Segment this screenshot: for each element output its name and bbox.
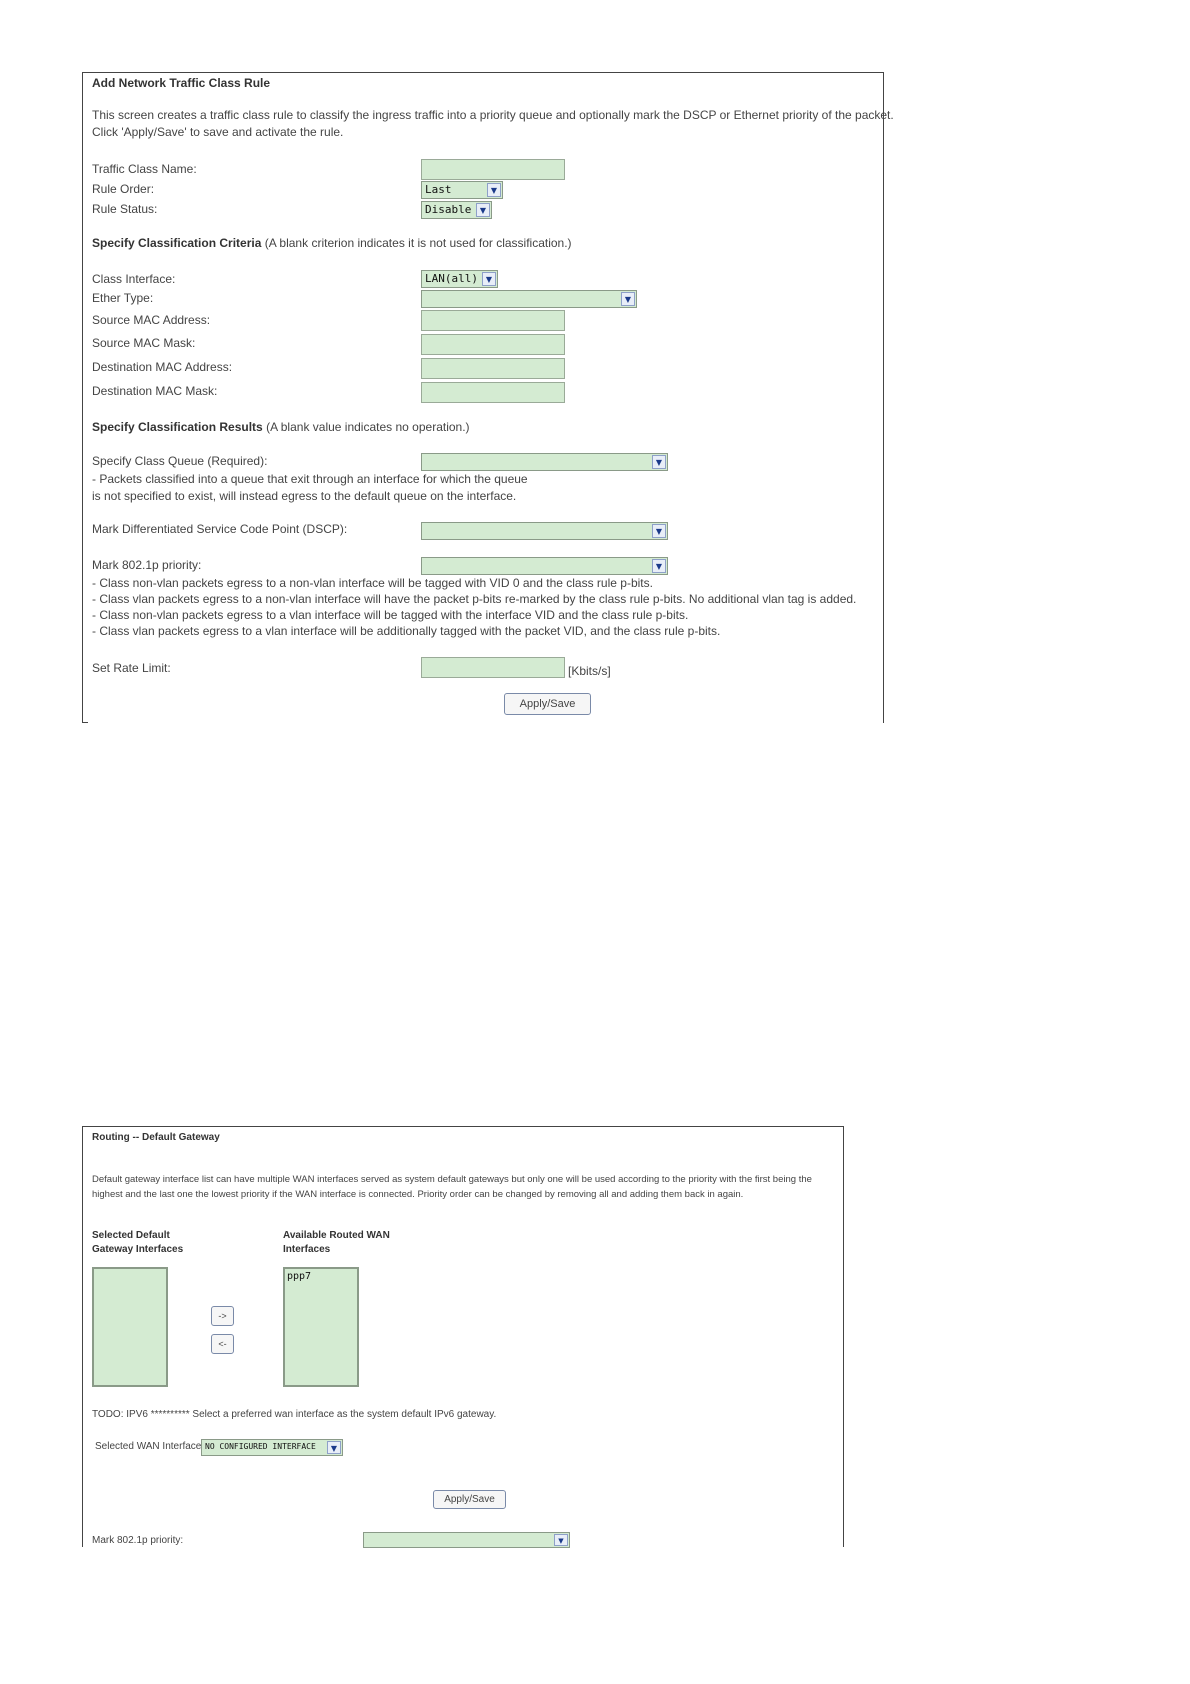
chevron-down-icon[interactable]: ▼: [327, 1441, 341, 1454]
destination-mac-label: Destination MAC Address:: [92, 360, 233, 374]
chevron-down-icon[interactable]: ▼: [652, 524, 666, 538]
class-queue-select[interactable]: [421, 453, 668, 471]
traffic-class-rule-panel: [82, 72, 894, 723]
source-mask-input[interactable]: [421, 334, 565, 355]
class-name-label: Traffic Class Name:: [92, 162, 197, 176]
dscp-label: Mark Differentiated Service Code Point (DSCP):: [92, 522, 348, 536]
selected-gateways-heading-line2: Gateway Interfaces: [92, 1244, 184, 1255]
list-item[interactable]: ppp7: [287, 1271, 312, 1282]
ether-type-label: Ether Type:: [92, 291, 154, 305]
selected-gateways-listbox[interactable]: [92, 1267, 168, 1387]
apply-save-button[interactable]: Apply/Save: [504, 693, 591, 715]
rule-order-label: Rule Order:: [92, 182, 155, 196]
results-heading: [92, 420, 470, 434]
default-gateway-panel: [82, 1126, 844, 1547]
destination-mask-input[interactable]: [421, 382, 565, 403]
gateway-title: Routing -- Default Gateway: [92, 1132, 220, 1143]
criteria-heading: [92, 236, 572, 250]
class-interface-value: LAN(all): [425, 272, 478, 285]
class-queue-note-line2: is not specified to exist, will instead egress to the default queue on the interface.: [92, 489, 517, 503]
intro-text-line2: Click 'Apply/Save' to save and activate the rule.: [92, 125, 344, 139]
destination-mac-input[interactable]: [421, 358, 565, 379]
gateway-intro-line1: Default gateway interface list can have multiple WAN interfaces served as system default gateways but only one will be used according to the priority with the first being the: [92, 1174, 812, 1185]
gateway-p8021-label: Mark 802.1p priority:: [92, 1535, 184, 1546]
class-interface-label: Class Interface:: [92, 272, 176, 286]
wan-interface-label: Selected WAN Interface: [95, 1441, 202, 1452]
available-interfaces-heading-line1: Available Routed WAN: [283, 1230, 390, 1241]
gateway-p8021-select[interactable]: [363, 1532, 570, 1548]
destination-mask-label: Destination MAC Mask:: [92, 384, 218, 398]
gateway-apply-save-button[interactable]: Apply/Save: [433, 1490, 506, 1509]
source-mac-label: Source MAC Address:: [92, 313, 211, 327]
rule-status-value: Disable: [425, 203, 472, 216]
class-interface-select[interactable]: [421, 270, 498, 288]
selected-gateways-heading-line1: Selected Default: [92, 1230, 170, 1241]
criteria-heading-title: Specify Classification Criteria: [92, 236, 262, 250]
class-name-input[interactable]: [421, 159, 565, 180]
p8021-note: - Class vlan packets egress to a non-vlan interface will have the packet p-bits re-marked by the class rule p-bits. No additional vlan tag is added.: [92, 592, 857, 606]
results-heading-title: Specify Classification Results: [92, 420, 263, 434]
ether-type-select[interactable]: [421, 290, 637, 308]
rule-status-select[interactable]: [421, 201, 492, 219]
selected-gateways-heading: [92, 1230, 183, 1255]
chevron-down-icon[interactable]: ▼: [476, 203, 490, 217]
available-interfaces-listbox[interactable]: [283, 1267, 359, 1387]
p8021-note: - Class non-vlan packets egress to a non-vlan interface will be tagged with VID 0 and the class rule p-bits.: [92, 576, 653, 590]
class-queue-label: Specify Class Queue (Required):: [92, 454, 268, 468]
chevron-down-icon[interactable]: ▼: [652, 559, 666, 573]
criteria-heading-note: (A blank criterion indicates it is not used for classification.): [264, 236, 572, 250]
class-queue-note-line1: - Packets classified into a queue that exit through an interface for which the queue: [92, 472, 528, 486]
gateway-intro-line2: highest and the last one the lowest priority if the WAN interface is connected. Priority order can be changed by removing all and adding them back in again.: [92, 1189, 744, 1200]
wan-interface-select[interactable]: [201, 1439, 343, 1456]
p8021-note: - Class non-vlan packets egress to a vlan interface will be tagged with the interface VID and the class rule p-bits.: [92, 608, 689, 622]
move-right-button[interactable]: ->: [211, 1306, 234, 1326]
rate-limit-input[interactable]: [421, 657, 565, 678]
chevron-down-icon[interactable]: ▼: [482, 272, 496, 286]
chevron-down-icon[interactable]: ▼: [621, 292, 635, 306]
rate-limit-unit: [Kbits/s]: [568, 664, 611, 678]
rule-order-select[interactable]: [421, 181, 503, 199]
page-title: Add Network Traffic Class Rule: [92, 76, 271, 90]
source-mac-input[interactable]: [421, 310, 565, 331]
p8021-select[interactable]: [421, 557, 668, 575]
available-interfaces-heading-line2: Interfaces: [283, 1244, 331, 1255]
chevron-down-icon[interactable]: ▼: [554, 1534, 568, 1546]
dscp-select[interactable]: [421, 522, 668, 540]
chevron-down-icon[interactable]: ▼: [652, 455, 666, 469]
p8021-note: - Class vlan packets egress to a vlan interface will be additionally tagged with the packet VID, and the class rule p-bits.: [92, 624, 721, 638]
wan-interface-value: NO CONFIGURED INTERFACE: [205, 1442, 316, 1451]
intro-text-line1: This screen creates a traffic class rule to classify the ingress traffic into a priority queue and optionally mark the DSCP or Ethernet priority of the packet.: [92, 108, 894, 122]
rate-limit-label: Set Rate Limit:: [92, 661, 171, 675]
move-left-button[interactable]: <-: [211, 1334, 234, 1354]
available-interfaces-heading: [283, 1230, 390, 1255]
source-mask-label: Source MAC Mask:: [92, 336, 196, 350]
results-heading-note: (A blank value indicates no operation.): [266, 420, 470, 434]
p8021-label: Mark 802.1p priority:: [92, 558, 202, 572]
chevron-down-icon[interactable]: ▼: [487, 183, 501, 197]
rule-status-label: Rule Status:: [92, 202, 158, 216]
ipv6-note: TODO: IPV6 ********** Select a preferred wan interface as the system default IPv6 gateway.: [92, 1409, 497, 1420]
rule-order-value: Last: [425, 183, 452, 196]
